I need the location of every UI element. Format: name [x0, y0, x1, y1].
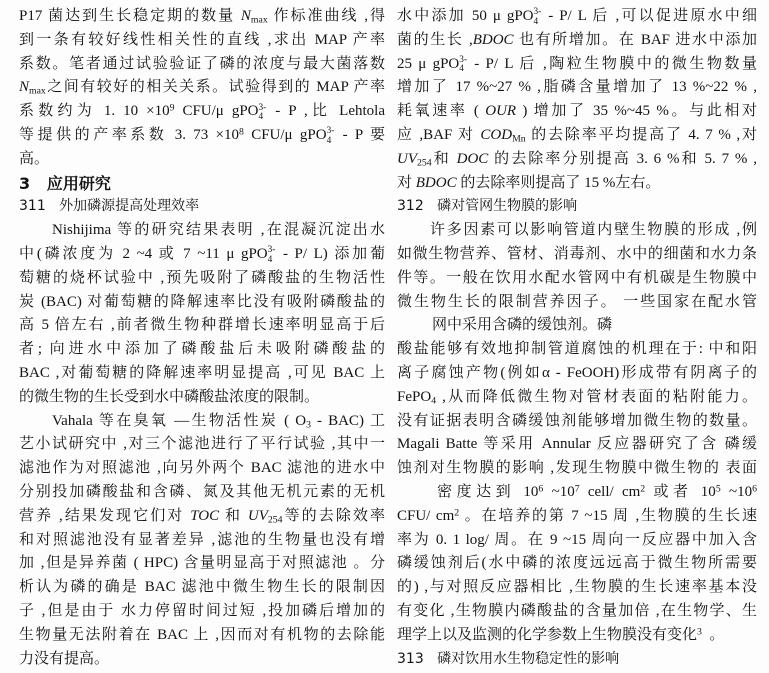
text-line [19, 76, 385, 100]
text-run: 的去除率平均提高了 4. 7 % ,对 [525, 126, 757, 143]
text-run: 的去除率分别提高 3. 6 %和 5. 7 % , [488, 150, 757, 167]
text-run: FePO [397, 388, 432, 405]
text-run: 密度达到 10 [437, 483, 539, 500]
text-run: 作标准曲线 ,得 [267, 8, 385, 24]
text-run: 加 ,但是异养菌 ( HPC) 含量明显高于对照滤池 。分 [19, 555, 385, 572]
text-run: 应 ,BAF 对 [397, 126, 481, 143]
section-heading [397, 648, 757, 672]
text-run: 生物量无法附着在 BAC 上 ,因而对有机物的去除能 [19, 626, 385, 643]
text-line [19, 267, 385, 291]
text-line [397, 624, 757, 648]
text-line [19, 529, 385, 553]
text-run: 和 [431, 150, 457, 167]
italic-symbol: UV [247, 507, 268, 524]
text-line [397, 600, 757, 624]
section-heading [397, 195, 757, 219]
subscript: 4 [267, 254, 273, 265]
text-line [19, 600, 385, 624]
text-line [397, 5, 757, 29]
superscript: 3- [533, 7, 542, 18]
text-run: 许多因素可以影响管道内壁生物膜的形成 ,例 [430, 222, 757, 239]
text-run: 网中采用含磷的缓蚀剂。磷 [432, 317, 613, 334]
superscript: 6 [752, 483, 757, 495]
text-run: 313 磷对饮用水生物稳定性的影响 [397, 650, 620, 667]
text-line [397, 124, 757, 148]
text-run: 。在培养的第 7 ~15 周 ,生物膜的生长速 [459, 507, 757, 524]
text-run: ~10 [543, 483, 575, 500]
text-run: - BAC) 工 [310, 412, 385, 429]
text-run: 微生物生长的限制营养因子。 一些国家在配水管 [397, 293, 757, 310]
ion-charge [327, 127, 335, 146]
text-line [19, 338, 385, 362]
text-run: 中(磷浓度为 2 ~4 或 7 ~11 μ gPO [19, 245, 268, 262]
text-run: 酸盐能够有效地抑制管道腐蚀的机理在于: 中和阳 [397, 341, 757, 358]
text-run: 子 ,但是由于 水力停留时间过短 ,投加磷后增加的 [19, 602, 385, 619]
text-line [19, 362, 385, 386]
text-run: 的微生物的生长受到水中磷酸盐浓度的限制。 [19, 388, 320, 405]
italic-symbol: COD [480, 126, 513, 143]
text-line [397, 148, 757, 172]
text-run: ~10 [720, 483, 753, 500]
text-line [19, 53, 385, 77]
text-line [19, 29, 385, 53]
text-line [397, 219, 757, 243]
superscript: 3- [267, 245, 276, 256]
text-run: 离子腐蚀产物(例如α - FeOOH)形成带有阴离子的 [397, 364, 757, 381]
text-line [397, 338, 757, 362]
text-line [19, 314, 385, 338]
text-run: 率为 0. 1 log/ 周。在 9 ~15 周向一反应器中加入含 [397, 531, 757, 548]
superscript: 3- [258, 102, 267, 113]
italic-symbol: BDOC [415, 174, 457, 191]
text-run: 或者 10 [645, 483, 716, 500]
text-run: 到一条有较好线性相关性的直线 ,求出 MAP 产率 [19, 31, 385, 48]
text-line [19, 648, 385, 672]
subscript: 4 [326, 135, 332, 146]
italic-symbol: N [240, 8, 251, 24]
text-run: - P/ L 后 ,陶粒生物膜中的微生物数量 [468, 55, 757, 72]
text-run: 增加了 17 %~27 % ,脂磷含量增加了 13 %~22 % , [397, 79, 757, 96]
subscript: 4 [533, 16, 539, 27]
text-run: 和对照滤池没有显著差异 ,滤池的生物量也没有增 [19, 531, 385, 548]
italic-symbol: DOC [456, 150, 489, 167]
text-run: 力没有提高。 [19, 650, 110, 667]
italic-symbol: UV [397, 150, 417, 167]
text-line [397, 314, 757, 338]
text-run: 滤池作为对照滤池 ,向另外两个 BAC 滤池的进水中 [19, 460, 385, 477]
text-run: 如微生物营养、管材、消毒剂、水中的细菌和水力条 [397, 245, 757, 262]
text-run: 的) ,与对照反应器相比 ,生物膜的生长速率基本没 [397, 579, 757, 596]
ion-charge [459, 56, 467, 75]
text-line [397, 172, 757, 196]
subscript: 4 [431, 395, 437, 407]
text-run: 炭 (BAC) 对葡萄糖的降解速率比没有吸附磷酸盐的 [19, 293, 385, 310]
text-run: 营养 ,结果发现它们对 [19, 507, 191, 524]
text-run: 等提供的产率系数 3. 73 ×10 [19, 126, 240, 143]
text-line [19, 552, 385, 576]
superscript: 7 [574, 483, 580, 495]
text-run: 水中添加 50 μ gPO [397, 8, 534, 24]
text-run: 对 [397, 174, 416, 191]
text-run: - P 要 [335, 126, 385, 143]
text-run: 系数。笔者通过试验验证了磷的浓度与最大菌落数 [19, 55, 385, 72]
subscript: 254 [417, 157, 432, 169]
italic-symbol: BDOC [472, 31, 514, 48]
text-line [397, 576, 757, 600]
text-line [19, 481, 385, 505]
text-line [397, 243, 757, 267]
superscript: 2 [640, 483, 646, 495]
text-run: - P ,比 Lehtola [267, 103, 385, 120]
text-line [19, 576, 385, 600]
text-line [397, 291, 757, 315]
text-run: CFU/ cm [397, 507, 455, 524]
text-run: Nishijima 等的研究结果表明 ,在混凝沉淀出水 [52, 222, 385, 239]
text-run: 菌的生长 , [397, 31, 473, 48]
subscript: Mn [512, 133, 526, 145]
text-run: 312 磷对管网生物膜的影响 [397, 198, 578, 215]
text-line [397, 386, 757, 410]
text-run: 之间有较好的相关关系。试验得到的 MAP 产率 [45, 79, 385, 96]
left-column [19, 5, 385, 671]
text-run: - P/ L) 添加葡 [276, 245, 385, 262]
superscript: 5 [715, 483, 721, 495]
text-line [397, 100, 757, 124]
text-line [397, 76, 757, 100]
italic-symbol: N [19, 79, 30, 96]
text-line [19, 219, 385, 243]
text-run: 理学上以及监测的化学参数上生物膜没有变化 [397, 626, 698, 643]
ion-charge [259, 104, 267, 123]
text-line [19, 100, 385, 124]
text-run: 25 μ gPO [397, 55, 460, 72]
text-line [19, 433, 385, 457]
text-line [397, 552, 757, 576]
text-line [397, 457, 757, 481]
text-line [19, 124, 385, 148]
text-line [397, 481, 757, 505]
text-run: 等的去除效率 [282, 507, 385, 524]
text-run: 有变化 ,生物膜内磷酸盐的含量加倍 ,在生物学、生 [397, 602, 757, 619]
text-run: Vahala 等在臭氧 —生物活性炭 ( O [52, 412, 307, 429]
text-run: 耗氧速率 ( [397, 103, 486, 120]
superscript: 3- [459, 55, 468, 66]
text-run: ,从而降低微生物对管材表面的粘附能力。 [436, 388, 757, 405]
text-run: 没有证据表明含磷缓蚀剂能够增加微生物的数量。 [397, 412, 757, 429]
text-run: 艺小试研究中 ,对三个滤池进行了平行试验 ,其中一 [19, 436, 385, 453]
text-run: CFU/μ gPO [243, 126, 327, 143]
text-run: ) 增加了 35 %~45 %。与此相对 [516, 103, 757, 120]
text-run: - P/ L 后 ,可以促进原水中细 [542, 8, 757, 24]
text-line [19, 291, 385, 315]
superscript: 2 [454, 507, 460, 519]
text-run: P17 菌达到生长稳定期的数量 [19, 8, 241, 24]
text-run: cell/ cm [579, 483, 641, 500]
text-line [19, 624, 385, 648]
text-run: 311 外加磷源提高处理效率 [19, 198, 200, 215]
text-run: 高 5 倍左右 ,前者微生物种群增长速率明显高于后 [19, 317, 385, 334]
subscript: 3 [306, 418, 311, 430]
text-run: 析认为磷的确是 BAC 滤池中微生物生长的限制因 [19, 579, 385, 596]
right-column [397, 5, 757, 671]
section-heading [19, 195, 385, 219]
text-run: 分别投加磷酸盐和含磷、氮及其他无机元素的无机 [19, 483, 385, 500]
text-run: 和 [219, 507, 248, 524]
text-run: 的去除率则提高了 15 %左右。 [456, 174, 661, 191]
text-line [19, 386, 385, 410]
text-line [397, 433, 757, 457]
text-run: 磷缓蚀剂后(水中磷的浓度远远高于微生物所需要 [397, 555, 757, 572]
text-line [19, 5, 385, 29]
text-line [19, 457, 385, 481]
text-run: BAC ,对葡萄糖的降解速率明显提高 ,可见 BAC 上 [19, 364, 385, 381]
subscript: max [29, 85, 46, 97]
superscript: 9 [169, 102, 175, 114]
ion-charge [268, 246, 276, 265]
text-line [397, 410, 757, 434]
italic-symbol: OUR [485, 103, 517, 120]
text-run: 蚀剂对生物膜的影响 ,发现生物膜中微生物的 表面 [397, 460, 757, 477]
subscript: 4 [459, 64, 464, 75]
superscript: 3- [326, 126, 335, 137]
text-run: 。 [701, 626, 725, 643]
text-run: 萄糖的烧杯试验中 ,预先吸附了磷酸盐的生物活性 [19, 269, 385, 286]
subscript: max [250, 14, 268, 26]
text-line [397, 29, 757, 53]
text-line [397, 267, 757, 291]
ion-charge [534, 8, 542, 27]
text-line [397, 362, 757, 386]
text-run: 高。 [19, 150, 50, 167]
subscript: 4 [258, 111, 264, 122]
text-run: 件等。一般在饮用水配水管网中有机碳是生物膜中 [397, 269, 757, 286]
italic-symbol: TOC [190, 507, 220, 524]
text-line [397, 53, 757, 77]
text-line [397, 529, 757, 553]
text-run: Magali Batte 等采用 Annular 反应器研究了含 磷缓 [397, 436, 757, 453]
superscript: 3 [697, 626, 702, 638]
section-heading [19, 172, 385, 196]
superscript: 6 [538, 483, 544, 495]
text-run: 也有所增加。在 BAF 进水中添加 [513, 31, 757, 48]
text-run: CFU/μ gPO [174, 103, 259, 120]
subscript: 254 [267, 514, 283, 526]
text-run: 3 应用研究 [19, 173, 111, 193]
text-line [19, 505, 385, 529]
text-line [19, 410, 385, 434]
text-line [19, 243, 385, 267]
text-line [397, 505, 757, 529]
superscript: 8 [239, 126, 244, 138]
text-run: 者; 向进水中添加了磷酸盐后未吸附磷酸盐的 [19, 341, 385, 358]
text-line [19, 148, 385, 172]
text-run: 系数约为 1. 10 ×10 [19, 103, 170, 120]
